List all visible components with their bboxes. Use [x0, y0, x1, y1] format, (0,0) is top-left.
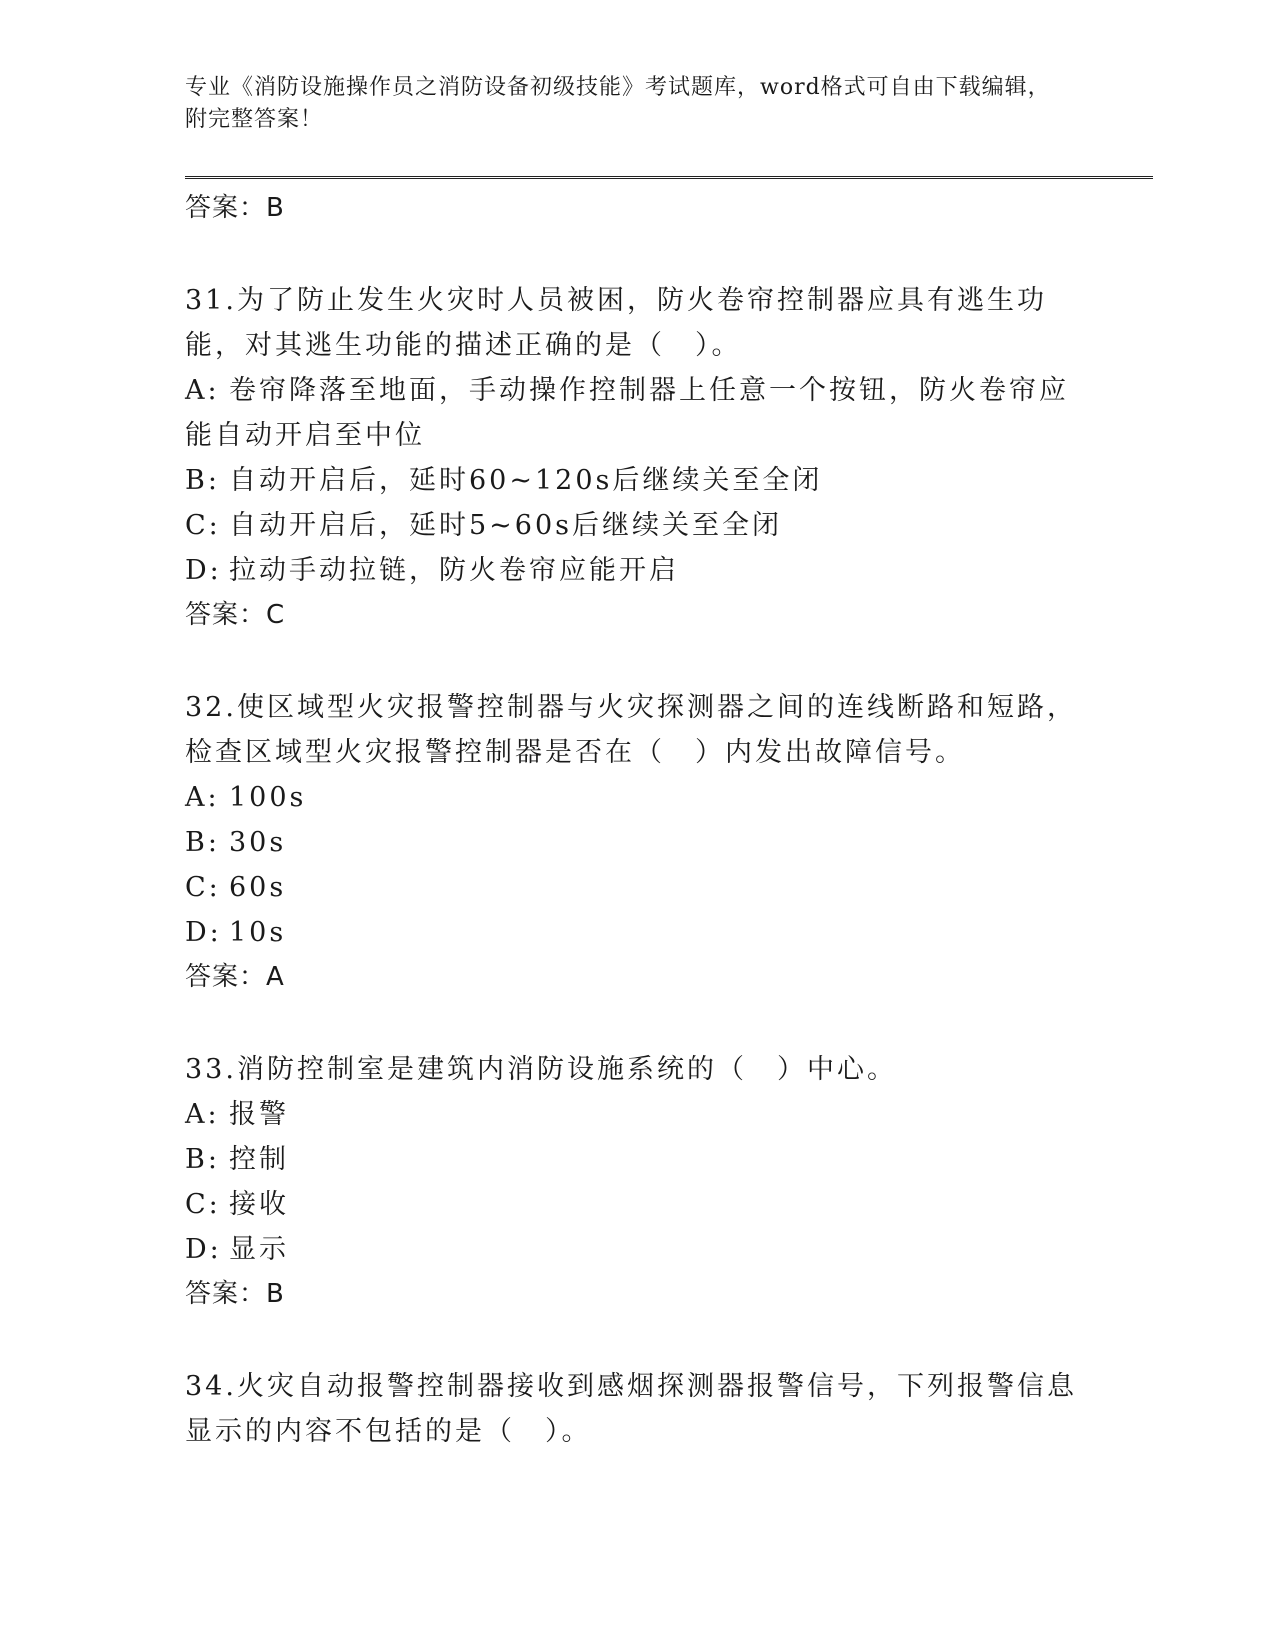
option-text: 自动开启后，延时5~60s后继续关至全闭	[229, 510, 783, 541]
option-c	[185, 503, 1085, 548]
question-block	[185, 1047, 1085, 1316]
spacer	[185, 999, 1085, 1047]
answer-line: 答案：B	[185, 1279, 285, 1309]
option-text: 控制	[229, 1144, 289, 1175]
option-text: 30s	[229, 827, 287, 858]
option-letter: D:	[185, 1234, 222, 1265]
option-letter: B:	[185, 465, 220, 496]
option-c	[185, 865, 1085, 910]
answer-line: 答案：C	[185, 600, 286, 630]
document-body	[185, 186, 1085, 1454]
option-text: 拉动手动拉链，防火卷帘应能开启	[229, 555, 679, 586]
question-text: 33.消防控制室是建筑内消防设施系统的（ ）中心。	[185, 1054, 897, 1085]
option-d	[185, 1227, 1085, 1272]
option-text: 卷帘降落至地面，手动操作控制器上任意一个按钮，防火卷帘应能自动开启至中位	[185, 375, 1069, 451]
option-text: 报警	[229, 1099, 289, 1130]
option-text: 显示	[229, 1234, 289, 1265]
option-text: 接收	[229, 1189, 289, 1220]
option-letter: B:	[185, 1144, 220, 1175]
option-d	[185, 548, 1085, 593]
option-letter: D:	[185, 555, 222, 586]
question-block	[185, 1364, 1085, 1454]
answer-line: 答案：B	[185, 193, 285, 223]
option-text: 自动开启后，延时60~120s后继续关至全闭	[229, 465, 823, 496]
option-c	[185, 1182, 1085, 1227]
option-letter: A:	[185, 782, 220, 813]
option-letter: C:	[185, 872, 221, 903]
option-text: 10s	[229, 917, 287, 948]
question-text: 31.为了防止发生火灾时人员被困，防火卷帘控制器应具有逃生功能，对其逃生功能的描述正确的是（ ）。	[185, 285, 1047, 361]
question-text: 34.火灾自动报警控制器接收到感烟探测器报警信号，下列报警信息显示的内容不包括的是（ ）。	[185, 1371, 1077, 1447]
answer-line: 答案：A	[185, 962, 285, 992]
option-a	[185, 775, 1085, 820]
option-letter: D:	[185, 917, 222, 948]
spacer	[185, 1316, 1085, 1364]
option-letter: B:	[185, 827, 220, 858]
option-a	[185, 368, 1085, 458]
question-block	[185, 685, 1085, 999]
spacer	[185, 637, 1085, 685]
option-letter: A:	[185, 375, 220, 406]
option-text: 100s	[229, 782, 307, 813]
option-a	[185, 1092, 1085, 1137]
option-letter: C:	[185, 510, 221, 541]
document-header: 专业《消防设施操作员之消防设备初级技能》考试题库，word格式可自由下载编辑，附完整答案！	[185, 75, 1051, 132]
option-d	[185, 910, 1085, 955]
question-text: 32.使区域型火灾报警控制器与火灾探测器之间的连线断路和短路，检查区域型火灾报警控制器是否在（ ）内发出故障信号。	[185, 692, 1077, 768]
option-text: 60s	[229, 872, 287, 903]
header-divider	[185, 176, 1153, 179]
option-letter: C:	[185, 1189, 221, 1220]
option-letter: A:	[185, 1099, 220, 1130]
option-b	[185, 820, 1085, 865]
spacer	[185, 230, 1085, 278]
option-b	[185, 458, 1085, 503]
question-block	[185, 278, 1085, 637]
option-b	[185, 1137, 1085, 1182]
